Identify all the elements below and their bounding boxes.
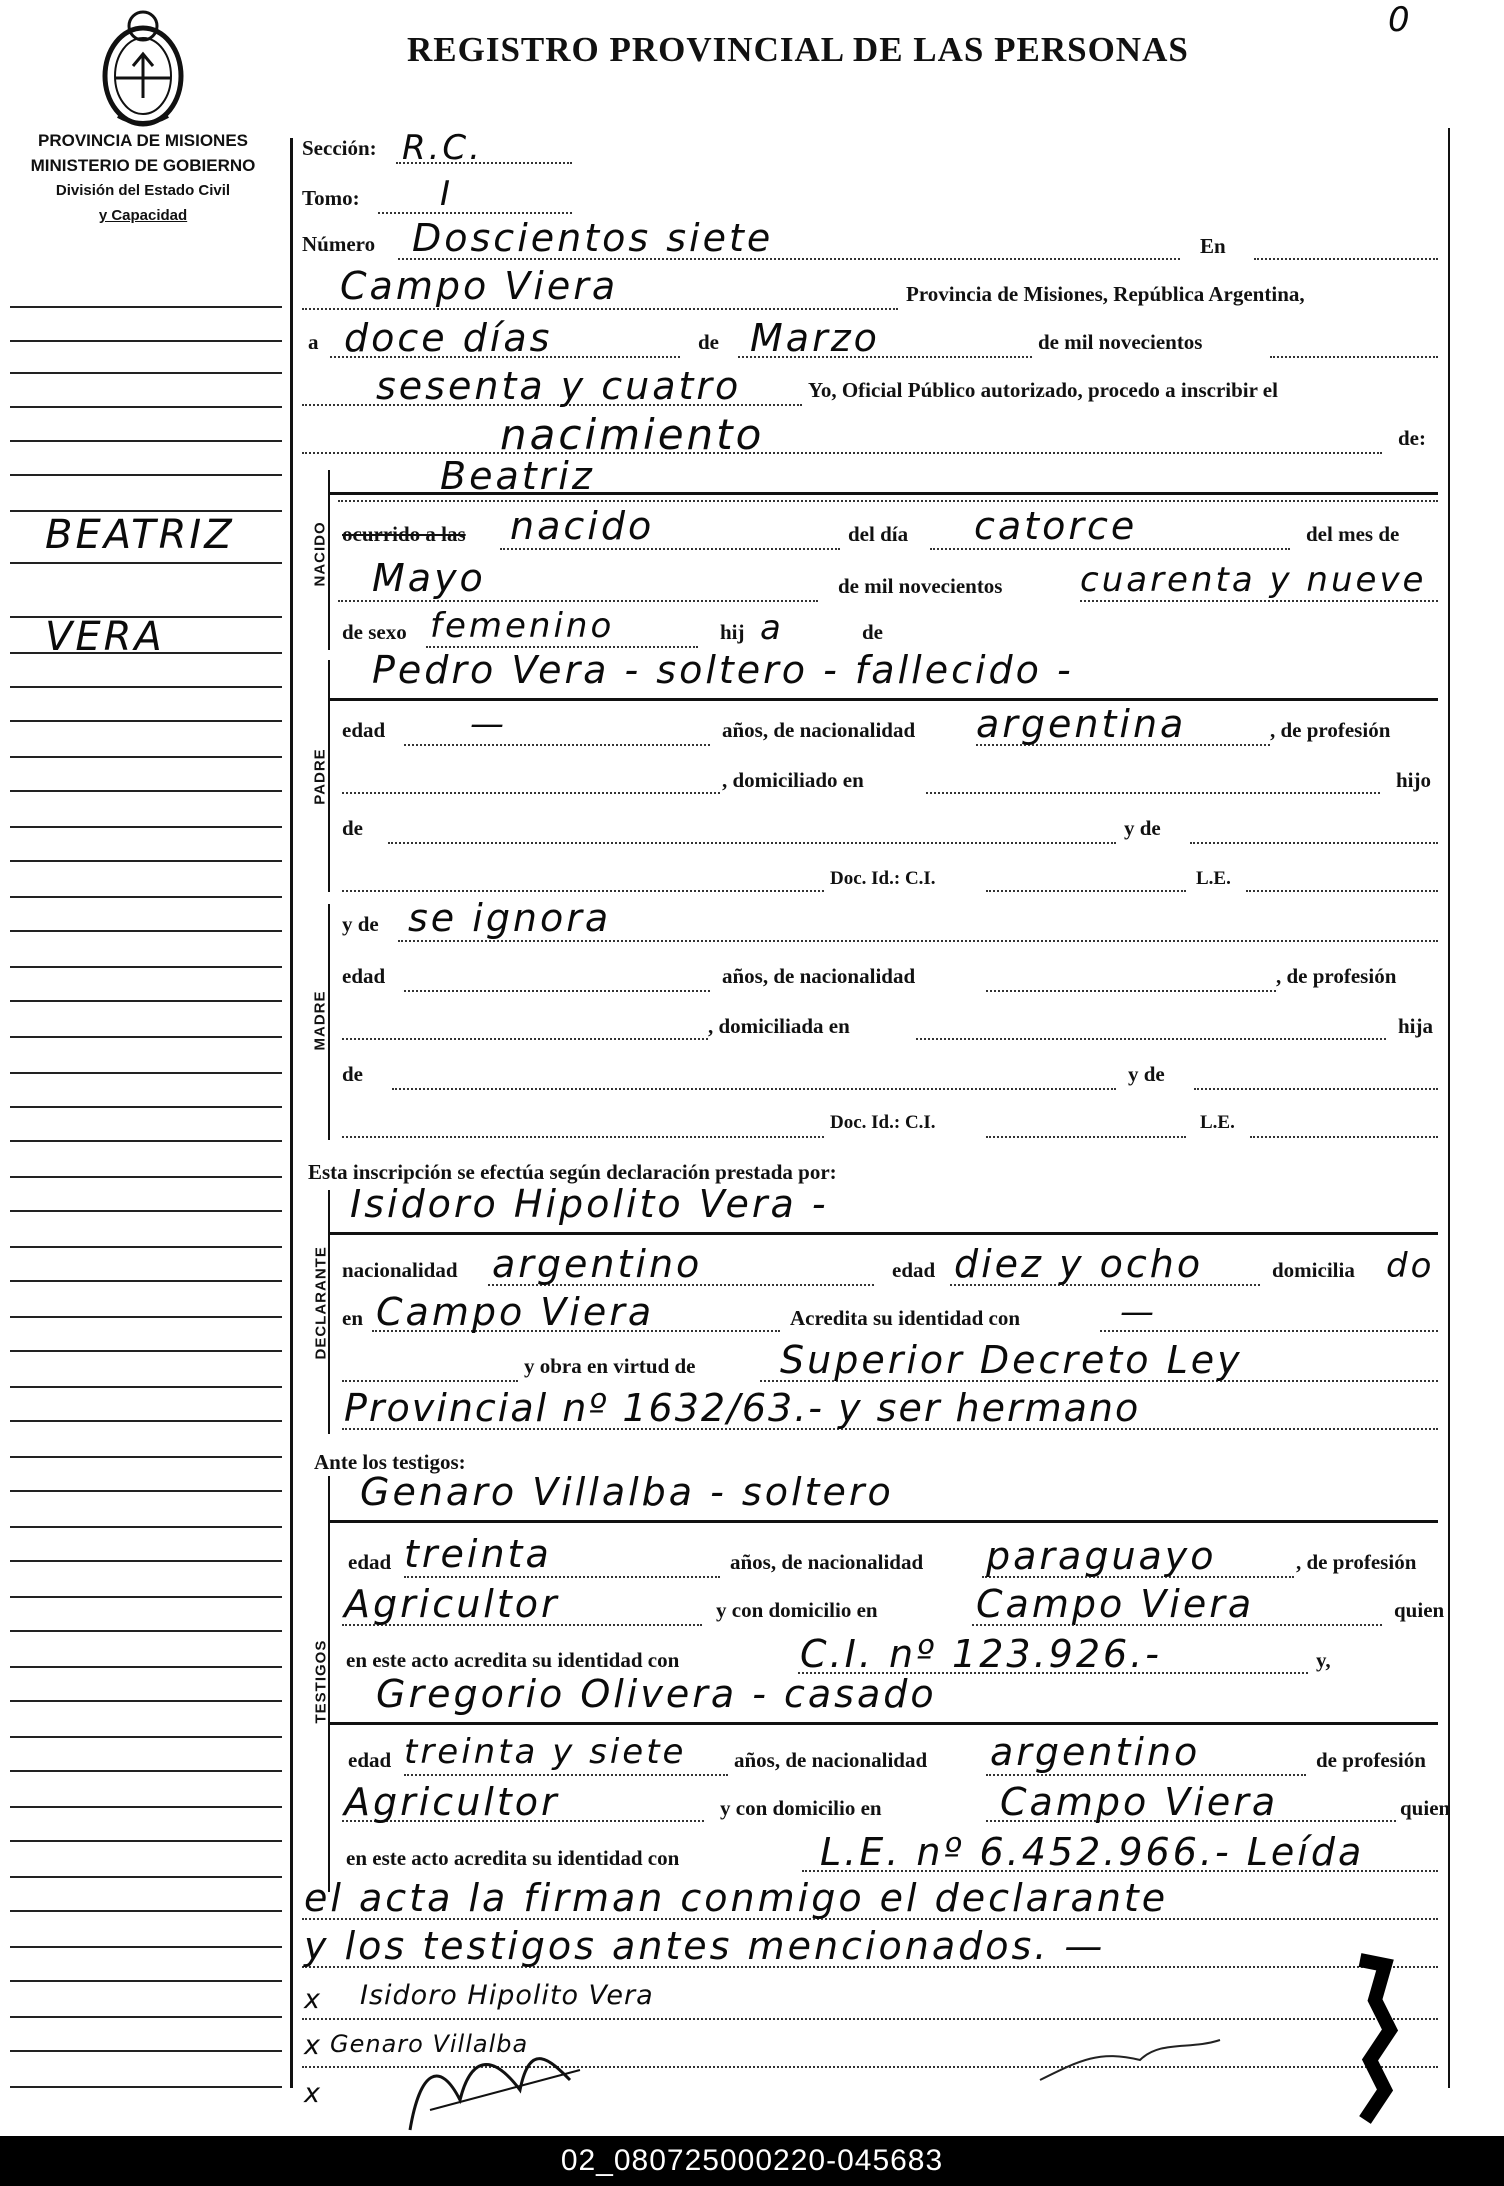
t2-prof-value: Agricultor (344, 1780, 560, 1824)
t2-doc-value: L.E. nº 6.452.966.- Leída (820, 1830, 1365, 1874)
side-label-padre: PADRE (311, 748, 329, 805)
margin-line (10, 756, 282, 758)
declarante-line (330, 1232, 1438, 1235)
underline (404, 1576, 720, 1578)
tomo-label: Tomo: (302, 186, 360, 210)
madre-value: se ignora (408, 896, 612, 940)
signature-mark: x (304, 2078, 321, 2109)
margin-line (10, 372, 282, 374)
margin-line (10, 340, 282, 342)
underline (1254, 258, 1438, 260)
side-label-testigos: TESTIGOS (312, 1639, 330, 1724)
margin-line (10, 1420, 282, 1422)
margin-line (10, 1666, 282, 1668)
t1-edad-value: treinta (404, 1532, 552, 1576)
y-de-madre-label: y de (342, 912, 379, 936)
sexo-value: femenino (430, 606, 615, 646)
margin-line (10, 826, 282, 828)
de-sexo-label: de sexo (342, 620, 407, 644)
underline (338, 600, 818, 602)
margin-line (10, 1596, 282, 1598)
signature-testigo1: Genaro Villalba (330, 2030, 529, 2058)
underline (1250, 1136, 1438, 1138)
margin-line (10, 1140, 282, 1142)
edad-label: edad (342, 718, 386, 742)
de-colon-label: de: (1398, 426, 1426, 450)
margin-line (10, 1316, 282, 1318)
t2-en-este-label: en este acto acredita su identidad con (346, 1846, 680, 1870)
margin-line (10, 1246, 282, 1248)
le-label: L.E. (1196, 868, 1231, 889)
madre-anos-label: años, de nacionalidad (722, 964, 916, 988)
seccion-label: Sección: (302, 136, 377, 160)
dia-nac-value: catorce (974, 504, 1138, 548)
margin-line (10, 1876, 282, 1878)
numero-value: Doscientos siete (412, 216, 774, 260)
margin-line (10, 1736, 282, 1738)
margin-line (10, 2016, 282, 2018)
de3-label: de (342, 816, 363, 840)
margin-line (10, 1000, 282, 1002)
margin-line (10, 1806, 282, 1808)
t1-dom-value: Campo Viera (976, 1582, 1255, 1626)
t1-profesion-label: , de profesión (1296, 1550, 1417, 1574)
margin-line (10, 1630, 282, 1632)
domiciliado-label: , domiciliado en (722, 768, 864, 792)
padre-nac-value: argentina (976, 702, 1187, 746)
margin-line (10, 1386, 282, 1388)
madre-edad-label: edad (342, 964, 386, 988)
underline (302, 308, 898, 310)
margin-line (10, 1280, 282, 1282)
margin-line (10, 896, 282, 898)
footer-id: 02_080725000220-045683 (0, 2136, 1504, 2186)
main-border (290, 138, 293, 2088)
margin-line (10, 930, 282, 932)
margin-line (10, 2086, 282, 2088)
numero-label: Número (302, 232, 376, 256)
underline (1246, 890, 1438, 892)
margin-line (10, 1350, 282, 1352)
anio-value: sesenta y cuatro (376, 364, 742, 408)
office-line2: MINISTERIO DE GOBIERNO (30, 156, 256, 175)
underline (342, 1136, 824, 1138)
signature-mark: x (304, 2030, 321, 2061)
padre-line (330, 698, 1438, 701)
margin-line (10, 1910, 282, 1912)
margin-line (10, 406, 282, 408)
underline (388, 842, 1116, 844)
y-de-label: y de (1124, 816, 1161, 840)
margin-line (10, 1456, 282, 1458)
t1-anos-label: años, de nacionalidad (730, 1550, 924, 1574)
side-label-madre: MADRE (311, 990, 329, 1051)
t1-doc-value: C.I. nº 123.926.- (800, 1632, 1162, 1676)
margin-line (10, 1840, 282, 1842)
margin-line (10, 860, 282, 862)
signature-declarante: Isidoro Hipolito Vera (360, 1980, 654, 2011)
signature-mark: x (304, 1984, 321, 2015)
testigo2-value: Gregorio Olivera - casado (376, 1672, 937, 1716)
margin-line (10, 1210, 282, 1212)
t1-prof-value: Agricultor (344, 1582, 560, 1626)
nacionalidad-label: nacionalidad (342, 1258, 458, 1282)
padre-edad-value: — (470, 704, 507, 744)
margin-line (10, 720, 282, 722)
margin-line (10, 1946, 282, 1948)
testigo1-value: Genaro Villalba - soltero (360, 1470, 894, 1514)
t2-nac-value: argentino (990, 1730, 1201, 1774)
t2-anos-label: años, de nacionalidad (734, 1748, 928, 1772)
underline (986, 990, 1276, 992)
t2-domicilio-label: y con domicilio en (720, 1796, 882, 1820)
underline (500, 548, 840, 550)
t1-quien-label: quien (1394, 1598, 1445, 1622)
domicilia-label: domicilia (1272, 1258, 1355, 1282)
de2-label: de (862, 620, 883, 644)
mes-value: Marzo (750, 316, 880, 360)
page-title: REGISTRO PROVINCIAL DE LAS PERSONAS (407, 30, 1189, 69)
underline (986, 890, 1186, 892)
acredita-label: Acredita su identidad con (790, 1306, 1021, 1330)
office-line4: y Capacidad (98, 207, 188, 224)
margin-note-name: BEATRIZ (45, 512, 235, 558)
underline (1270, 356, 1438, 358)
cierre1-value: el acta la firman conmigo el declarante (304, 1876, 1169, 1920)
hij-label: hij (720, 620, 745, 644)
domiciliada-label: , domiciliada en (708, 1014, 850, 1038)
signatures-scribble-icon (400, 1940, 1450, 2136)
madre-de-label: de (342, 1062, 363, 1086)
en-label: En (1200, 234, 1226, 258)
ocurrido-label: ocurrido a las (342, 522, 466, 546)
margin-line (10, 440, 282, 442)
coat-of-arms-icon (88, 6, 198, 130)
del-dia-label: del día (848, 522, 909, 546)
margin-line (10, 562, 282, 564)
underline (916, 1038, 1386, 1040)
underline (404, 744, 710, 746)
underline (926, 792, 1380, 794)
mes-nac-value: Mayo (372, 556, 486, 600)
underline (398, 940, 1438, 942)
nombre-value: Beatriz (440, 454, 595, 498)
margin-note-surname: VERA (45, 614, 165, 660)
a-label: a (308, 330, 319, 354)
testigo2-line (330, 1722, 1438, 1725)
decl-virtud2-value: Provincial nº 1632/63.- y ser hermano (344, 1386, 1141, 1430)
side-label-declarante: DECLARANTE (312, 1246, 330, 1360)
side-label-nacido: NACIDO (311, 521, 329, 587)
anio-nac-value: cuarenta y nueve (1080, 560, 1427, 600)
office-line1: PROVINCIA DE MISIONES (37, 131, 248, 150)
hijo-label: hijo (1396, 768, 1432, 792)
declarante-value: Isidoro Hipolito Vera - (350, 1182, 829, 1226)
y-obra-label: y obra en virtud de (524, 1354, 696, 1378)
margin-line (10, 1490, 282, 1492)
margin-line (10, 1072, 282, 1074)
testigo1-line (330, 1520, 1438, 1523)
t1-en-este-label: en este acto acredita su identidad con (346, 1648, 680, 1672)
del-mes-label: del mes de (1306, 522, 1400, 546)
seccion-value: R.C. (402, 128, 483, 168)
anos-nac-label: años, de nacionalidad (722, 718, 916, 742)
decl-nac-value: argentino (492, 1242, 703, 1286)
t1-domicilio-label: y con domicilio en (716, 1598, 878, 1622)
t1-y-label: y, (1316, 1648, 1331, 1672)
decl-en-label: en (342, 1306, 363, 1330)
decl-edad-value: diez y ocho (954, 1242, 1204, 1286)
margin-line (10, 686, 282, 688)
decl-dom-suffix: do (1386, 1246, 1435, 1286)
nacido-value: nacido (510, 504, 655, 548)
t1-edad-label: edad (348, 1550, 392, 1574)
underline (342, 792, 720, 794)
office-header (8, 128, 278, 228)
acto-value: nacimiento (500, 410, 765, 459)
t2-profesion-label: de profesión (1316, 1748, 1426, 1772)
t2-edad-label: edad (348, 1748, 392, 1772)
madre-profesion-label: , de profesión (1276, 964, 1397, 988)
office-line3: División del Estado Civil (55, 182, 231, 199)
t2-quien-label: quien (1400, 1796, 1451, 1820)
underline (392, 1088, 1116, 1090)
margin-line (10, 2050, 282, 2052)
mil-nov-label: de mil novecientos (1038, 330, 1203, 354)
lugar-value: Campo Viera (340, 264, 619, 308)
de-profesion-label: , de profesión (1270, 718, 1391, 742)
madre-y-de-label: y de (1128, 1062, 1165, 1086)
yo-oficial-label: Yo, Oficial Público autorizado, procedo a inscribir el (808, 378, 1278, 402)
cierre2-value: y los testigos antes mencionados. — (304, 1924, 1106, 1968)
margin-line (10, 1770, 282, 1772)
margin-line (10, 790, 282, 792)
margin-line (10, 1176, 282, 1178)
doc-id-label: Doc. Id.: C.I. (830, 868, 936, 889)
underline (404, 990, 710, 992)
de-label: de (698, 330, 719, 354)
decl-en-value: Campo Viera (376, 1290, 655, 1334)
page-number: 0 (1388, 0, 1413, 40)
margin-line (10, 474, 282, 476)
underline (986, 1774, 1306, 1776)
underline (986, 1136, 1186, 1138)
underline (404, 1774, 728, 1776)
t2-edad-value: treinta y siete (404, 1732, 687, 1772)
margin-line (10, 1980, 282, 1982)
margin-line (10, 1036, 282, 1038)
underline (930, 548, 1290, 550)
underline (1080, 600, 1438, 602)
padre-value: Pedro Vera - soltero - fallecido - (372, 648, 1074, 692)
ante-testigos-label: Ante los testigos: (314, 1450, 466, 1474)
t1-nac-value: paraguayo (986, 1534, 1217, 1578)
margin-line (10, 1560, 282, 1562)
underline (338, 500, 1438, 502)
underline (342, 890, 824, 892)
esta-inscripcion-label: Esta inscripción se efectúa según declaración prestada por: (308, 1160, 837, 1184)
tomo-value: I (440, 174, 454, 214)
mil-nov2-label: de mil novecientos (838, 574, 1003, 598)
provincia-label: Provincia de Misiones, República Argentina, (906, 282, 1305, 306)
hija-suffix: a (760, 608, 784, 648)
underline (342, 1380, 518, 1382)
margin-line (10, 1700, 282, 1702)
t2-dom-value: Campo Viera (1000, 1780, 1279, 1824)
madre-doc-label: Doc. Id.: C.I. (830, 1112, 936, 1133)
right-border (1448, 128, 1450, 2088)
underline (1190, 842, 1438, 844)
decl-edad-label: edad (892, 1258, 936, 1282)
margin-line (10, 1106, 282, 1108)
hija-label: hija (1398, 1014, 1434, 1038)
decl-virtud-value: Superior Decreto Ley (780, 1338, 1243, 1382)
margin-line (10, 966, 282, 968)
margin-line (10, 1526, 282, 1528)
underline (342, 1038, 708, 1040)
decl-acredita-value: — (1120, 1292, 1157, 1332)
margin-line (10, 306, 282, 308)
underline (1194, 1088, 1438, 1090)
dia-value: doce días (344, 316, 553, 360)
underline (378, 212, 572, 214)
madre-le-label: L.E. (1200, 1112, 1235, 1133)
